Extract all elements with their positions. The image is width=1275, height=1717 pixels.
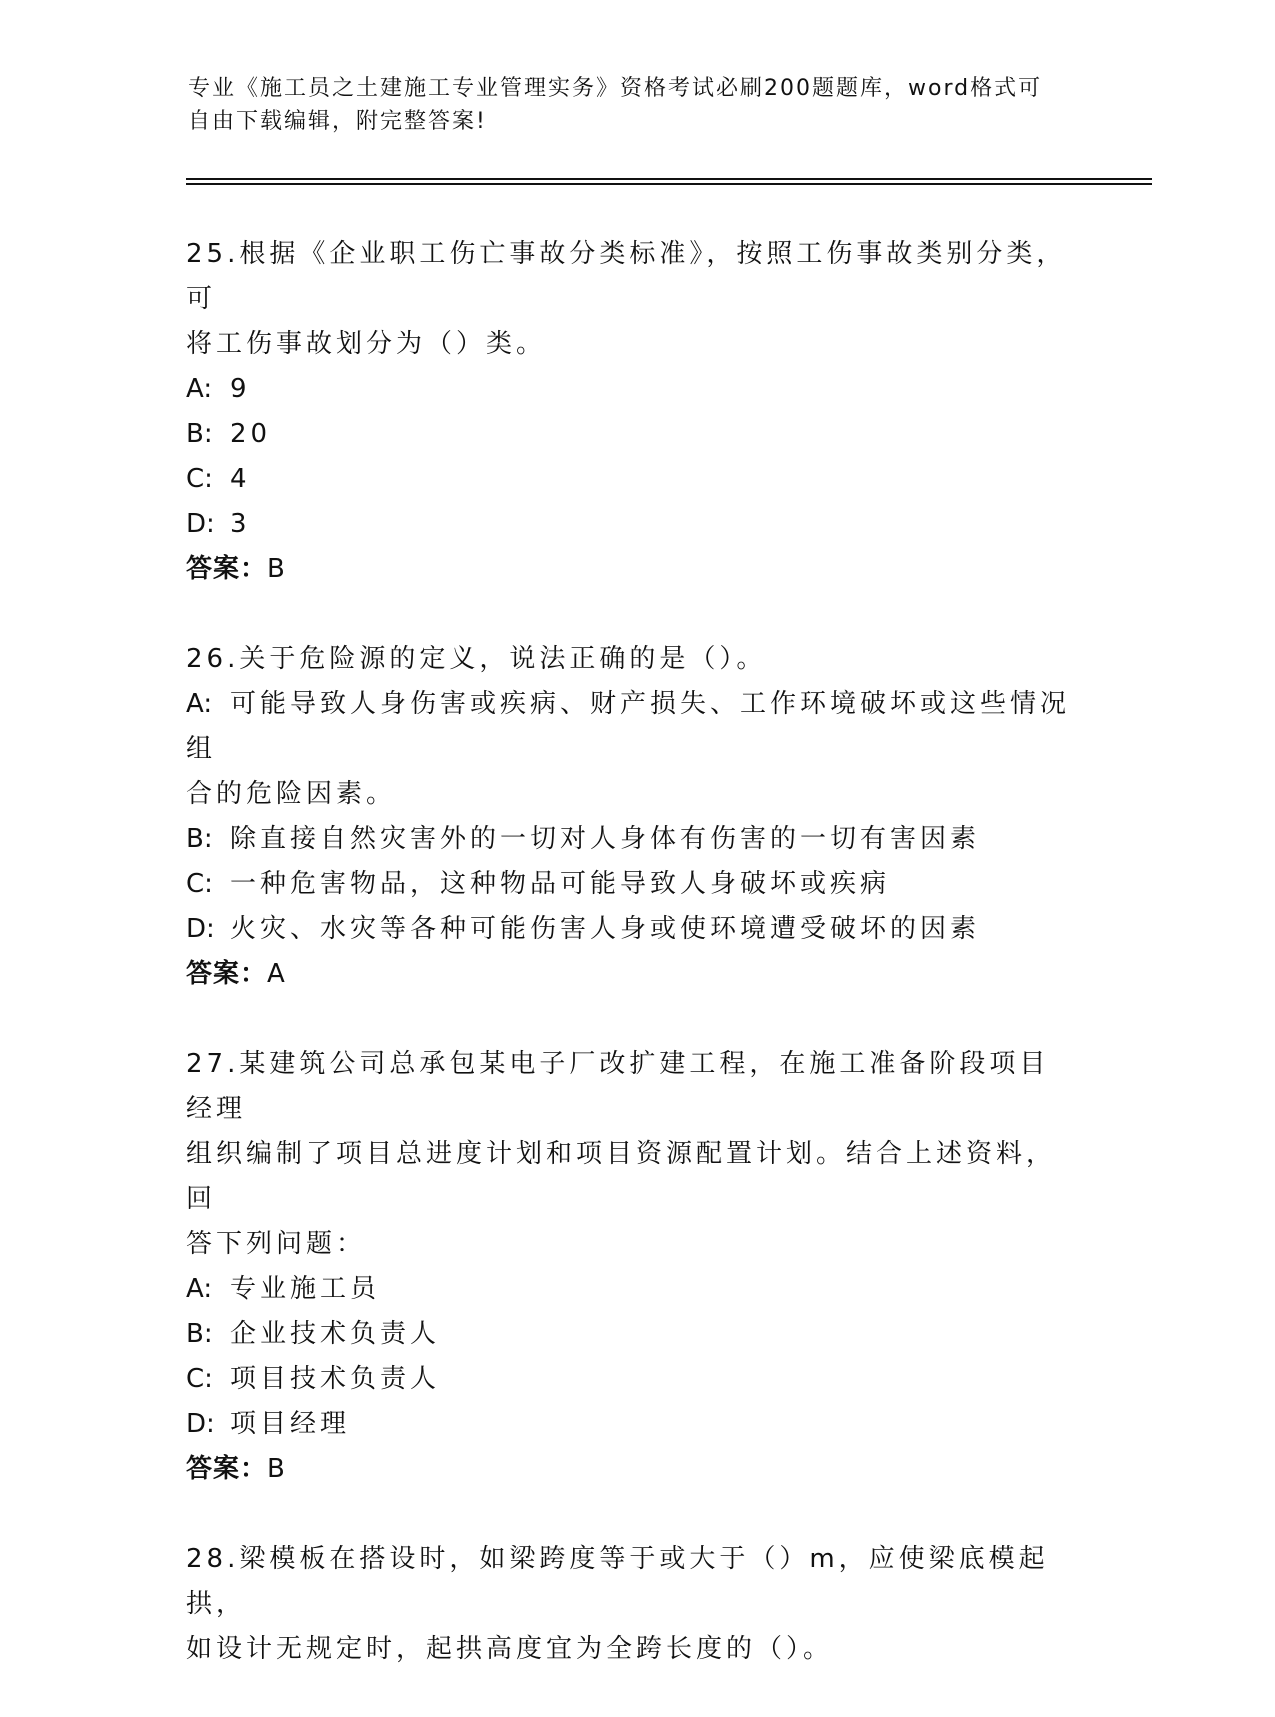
option-a — [186, 1267, 1076, 1312]
option-letter: D: — [186, 1409, 215, 1439]
answer-line — [186, 547, 1076, 592]
option-c — [186, 1357, 1076, 1402]
option-text: 可能导致人身伤害或疾病、财产损失、工作环境破坏或这些情况组 — [186, 689, 1071, 764]
option-b — [186, 817, 1076, 862]
answer-line — [186, 952, 1076, 997]
option-a-continuation: 合的危险因素。 — [186, 779, 397, 809]
option-text: 火灾、水灾等各种可能伤害人身或使环境遭受破坏的因素 — [230, 914, 981, 944]
option-letter: C: — [186, 869, 213, 899]
option-text: 9 — [230, 374, 251, 404]
option-letter: D: — [186, 509, 215, 539]
option-text: 项目经理 — [230, 1409, 351, 1439]
option-d — [186, 1402, 1076, 1447]
option-letter: C: — [186, 464, 213, 494]
question-text-line: 27.某建筑公司总承包某电子厂改扩建工程，在施工准备阶段项目经理 — [186, 1049, 1050, 1124]
document-header — [188, 72, 1068, 138]
question-text-line: 如设计无规定时，起拱高度宜为全跨长度的（）。 — [186, 1634, 834, 1664]
header-line-1: 专业《施工员之土建施工专业管理实务》资格考试必刷200题题库，word格式可 — [188, 76, 1043, 101]
option-a — [186, 682, 1076, 772]
question-text-line: 组织编制了项目总进度计划和项目资源配置计划。结合上述资料，回 — [186, 1139, 1057, 1214]
question-28 — [186, 1537, 1076, 1672]
answer-label: 答案： — [186, 554, 268, 584]
question-text-line: 28.梁模板在搭设时，如梁跨度等于或大于（）m，应使梁底模起拱， — [186, 1544, 1049, 1619]
answer-label: 答案： — [186, 1454, 268, 1484]
question-27 — [186, 1042, 1076, 1492]
question-text-line: 25.根据《企业职工伤亡事故分类标准》，按照工伤事故类别分类，可 — [186, 239, 1067, 314]
question-list — [186, 232, 1076, 1717]
option-c — [186, 862, 1076, 907]
option-letter: A: — [186, 374, 213, 404]
option-letter: A: — [186, 1274, 213, 1304]
option-text: 项目技术负责人 — [230, 1364, 441, 1394]
option-c — [186, 457, 1076, 502]
answer-line — [186, 1447, 1076, 1492]
option-letter: B: — [186, 1319, 213, 1349]
option-letter: C: — [186, 1364, 213, 1394]
header-line-2: 自由下载编辑，附完整答案! — [188, 109, 487, 134]
option-b — [186, 412, 1076, 457]
option-letter: A: — [186, 689, 213, 719]
option-letter: B: — [186, 419, 213, 449]
option-text: 专业施工员 — [230, 1274, 381, 1304]
option-letter: B: — [186, 824, 213, 854]
answer-value: A — [267, 959, 286, 989]
question-26 — [186, 637, 1076, 997]
option-letter: D: — [186, 914, 215, 944]
option-b — [186, 1312, 1076, 1357]
answer-value: B — [267, 1454, 286, 1484]
option-text: 3 — [230, 509, 251, 539]
option-d — [186, 907, 1076, 952]
answer-label: 答案： — [186, 959, 268, 989]
option-a — [186, 367, 1076, 412]
question-25 — [186, 232, 1076, 592]
question-text-line: 将工伤事故划分为（）类。 — [186, 329, 547, 359]
question-text-line: 答下列问题： — [186, 1229, 367, 1259]
option-text: 一种危害物品，这种物品可能导致人身破坏或疾病 — [230, 869, 891, 899]
option-text: 企业技术负责人 — [230, 1319, 441, 1349]
header-divider-top — [186, 178, 1152, 180]
option-text: 4 — [230, 464, 251, 494]
option-text: 除直接自然灾害外的一切对人身体有伤害的一切有害因素 — [230, 824, 981, 854]
header-divider-bottom — [186, 183, 1152, 185]
question-text-line: 26.关于危险源的定义，说法正确的是（）。 — [186, 644, 767, 674]
option-text: 20 — [230, 419, 272, 449]
answer-value: B — [267, 554, 286, 584]
option-d — [186, 502, 1076, 547]
